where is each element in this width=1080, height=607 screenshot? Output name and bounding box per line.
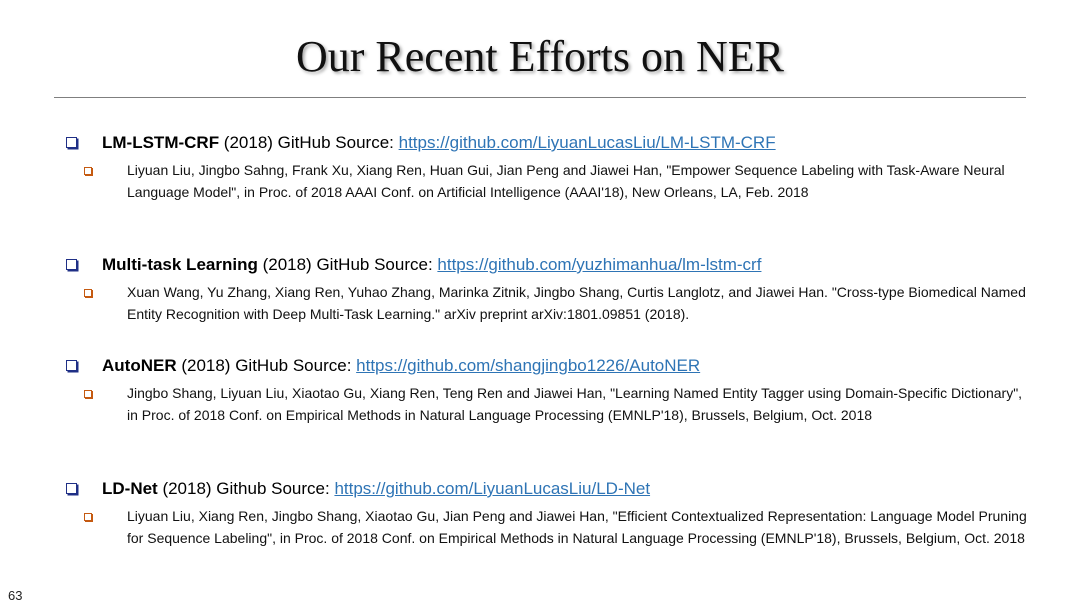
slide-title: Our Recent Efforts on NER — [296, 32, 784, 81]
github-link[interactable]: https://github.com/yuzhimanhua/lm-lstm-crf — [437, 255, 762, 274]
citation-text: Xuan Wang, Yu Zhang, Xiang Ren, Yuhao Zhang, Marinka Zitnik, Jingbo Shang, Curtis Langlotz, and Jiawei Han. "Cross-type Biomedical Named Entity Recognition with Deep Multi-Task Learning." arXiv preprint arXiv:1801.09851 (2018). — [127, 284, 1026, 322]
entry-heading — [62, 130, 1032, 156]
small-square-bullet-icon — [84, 289, 92, 297]
title-divider — [54, 97, 1026, 98]
citation-item — [62, 160, 1032, 203]
project-name: AutoNER — [102, 356, 177, 375]
citation-item — [62, 282, 1032, 325]
entry-heading — [62, 353, 1032, 379]
entry-lm-lstm-crf — [62, 130, 1032, 203]
github-link[interactable]: https://github.com/LiyuanLucasLiu/LD-Net — [334, 479, 651, 498]
square-bullet-icon — [66, 137, 77, 148]
entry-ld-net — [62, 476, 1032, 549]
citation-text: Liyuan Liu, Jingbo Sahng, Frank Xu, Xiang Ren, Huan Gui, Jian Peng and Jiawei Han, "Empower Sequence Labeling with Task-Aware Neural Language Model", in Proc. of 2018 AAAI Conf. on Artificial Intelligence (AAAI'18), New Orleans, LA, Feb. 2018 — [127, 162, 1005, 200]
square-bullet-icon — [66, 483, 77, 494]
project-name: LD-Net — [102, 479, 158, 498]
entry-autoner — [62, 353, 1032, 426]
project-meta: (2018) GitHub Source: — [257, 255, 438, 274]
project-meta: (2018) Github Source: — [157, 479, 335, 498]
entry-heading — [62, 476, 1032, 502]
project-name: LM-LSTM-CRF — [102, 133, 220, 152]
project-meta: (2018) GitHub Source: — [176, 356, 357, 375]
small-square-bullet-icon — [84, 390, 92, 398]
page-number: 63 — [8, 588, 23, 603]
entry-multi-task-learning — [62, 252, 1032, 325]
square-bullet-icon — [66, 259, 77, 270]
citation-text: Jingbo Shang, Liyuan Liu, Xiaotao Gu, Xiang Ren, Teng Ren and Jiawei Han, "Learning Named Entity Tagger using Domain-Specific Dictionary", in Proc. of 2018 Conf. on Empirical Methods in Natural Language Processing (EMNLP'18), Brussels, Belgium, Oct. 2018 — [127, 385, 1023, 423]
citation-item — [62, 506, 1032, 549]
project-name: Multi-task Learning — [102, 255, 258, 274]
small-square-bullet-icon — [84, 513, 92, 521]
citation-text: Liyuan Liu, Xiang Ren, Jingbo Shang, Xiaotao Gu, Jian Peng and Jiawei Han, "Efficient Contextualized Representation: Language Model Pruning for Sequence Labeling", in Proc. of 2018 Conf. on Empirical Methods in Natural Language Processing (EMNLP'18), Brussels, Belgium, Oct. 2018 — [127, 508, 1027, 546]
github-link[interactable]: https://github.com/shangjingbo1226/AutoNER — [356, 356, 701, 375]
small-square-bullet-icon — [84, 167, 92, 175]
entry-heading — [62, 252, 1032, 278]
citation-item — [62, 383, 1032, 426]
square-bullet-icon — [66, 360, 77, 371]
project-meta: (2018) GitHub Source: — [219, 133, 399, 152]
github-link[interactable]: https://github.com/LiyuanLucasLiu/LM-LSTM-CRF — [398, 133, 776, 152]
